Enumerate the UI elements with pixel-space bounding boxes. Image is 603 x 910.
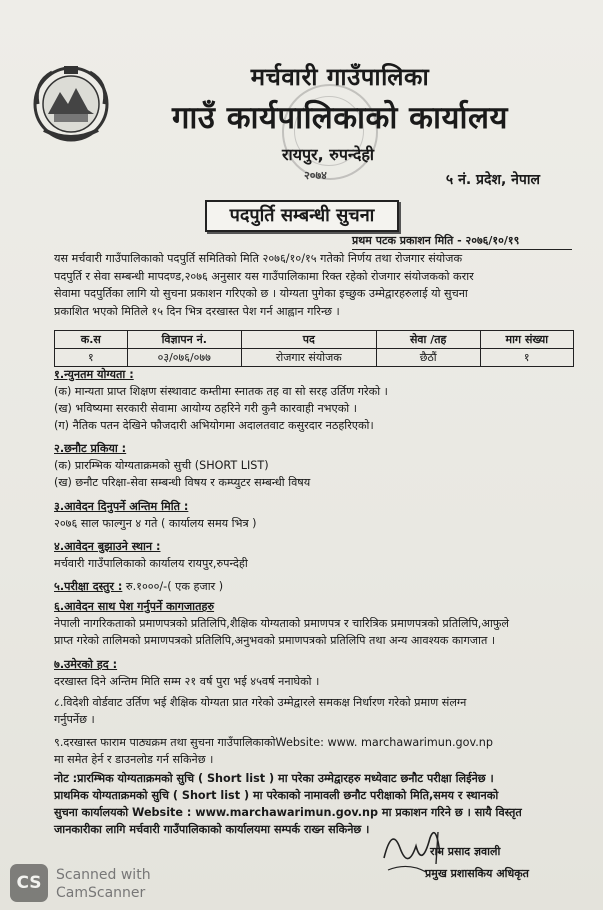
section-age xyxy=(54,656,319,690)
watermark-line: CamScanner xyxy=(56,885,146,901)
intro-line: पदपुर्ति र सेवा सम्बन्धी मापदण्ड,२०७६ अनुसार यस गाउँपालिकामा रिक्त रहेको रोजगार संयोजकको करार xyxy=(54,269,474,283)
intro-line: सेवामा पदपुर्तिका लागि यो सुचना प्रकाशन गरिएको छ । योग्यता पुगेका इच्छुक उम्मेद्वारहरुलाई यो सुचना xyxy=(54,287,468,300)
section-documents xyxy=(54,598,584,649)
list-item: जानकारीका लागि मर्चवारी गाउँपालिकाको कार्यालयमा सम्पर्क राख्न सकिनेछ । xyxy=(54,823,370,836)
list-item: सुचना कार्यालयको Website : www.marchawarimun.gov.np मा प्रकाशन गरिने छ । सायै विस्तृत xyxy=(54,806,522,819)
col-header-ad-no: विज्ञापन नं. xyxy=(127,331,241,349)
list-item: (क) मान्यता प्राप्त शिक्षण संस्थावाट कम्तीमा स्नातक तह वा सो सरह उर्तिण गरेको । xyxy=(54,385,388,398)
intro-paragraph xyxy=(54,250,584,320)
list-item: नेपाली नागरिकताको प्रमाणपत्रको प्रतिलिपि,शैक्षिक योग्यताको प्रमाणपत्र र चारित्रिक प्रमाणपत्रको प्रतिलिपि,आफुले xyxy=(54,617,510,630)
vacancy-table xyxy=(54,330,574,367)
section-heading: ५.परीक्षा दस्तुर : xyxy=(54,580,123,593)
watermark-line: Scanned with xyxy=(56,867,151,883)
intro-line: यस मर्चवारी गाउँपालिकाको पदपुर्ति समितिको मिति २०७६/१०/१५ गतेको निर्णय तथा रोजगार संयोजक xyxy=(54,252,463,265)
notice-title: पदपुर्ति सम्बन्धी सुचना xyxy=(205,200,399,232)
nepal-emblem-icon xyxy=(30,62,112,144)
list-item: प्राथमिक योग्यताक्रमको सुचि ( Short list ) मा परेकाको नामावली छनौट परीक्षाको मिति,समय र स्थानको xyxy=(54,789,499,802)
list-item: मा समेत हेर्न र डाउनलोड गर्न सकिनेछ । xyxy=(54,753,214,766)
section-selection xyxy=(54,440,310,491)
section-qualification xyxy=(54,366,388,434)
camscanner-watermark xyxy=(56,866,151,902)
list-item: नोट :प्रारम्भिक योग्यताक्रमको सुचि ( Short list ) मा परेका उम्मेद्वारहरु मध्येवाट छनौट परीक्षा लिईनेछ । xyxy=(54,772,494,785)
list-item: दरखास्त दिने अन्तिम मिति सम्म २१ वर्ष पुरा भई ४५वर्ष ननाघेको । xyxy=(54,675,320,688)
signer-name: राम प्रसाद ज्ञवाली xyxy=(430,845,501,858)
intro-line: प्रकाशित भएको मितिले १५ दिन भित्र दरखास्त पेश गर्न आह्वान गरिन्छ । xyxy=(54,304,340,318)
section-fee xyxy=(54,578,223,595)
section-foreign-degree xyxy=(54,694,584,728)
col-header-post: पद xyxy=(241,331,376,349)
col-header-level: सेवा /तह xyxy=(376,331,480,349)
col-header-sn: क.स xyxy=(55,331,128,349)
table-row xyxy=(55,349,574,367)
list-item: गर्नुपर्नेछ । xyxy=(54,713,95,726)
list-item: ८.विदेशी वोर्डवाट उर्तिण भई शैक्षिक योग्यता प्रात गरेको उम्मेद्वारले समकक्ष निर्धारण गरेको प्रमाण संलग्न xyxy=(54,696,467,709)
list-item: (ख) छनौट परिक्षा-सेवा सम्बन्धी विषय र कम्प्युटर सम्बन्धी विषय xyxy=(54,476,311,489)
cell-count: १ xyxy=(480,349,573,367)
seal-year: २०७४ xyxy=(304,169,327,182)
section-heading: १.न्युनतम योग्यता : xyxy=(54,368,134,381)
province-label: ५ नं. प्रदेश, नेपाल xyxy=(445,172,540,188)
section-heading: ३.आवेदन दिनुपर्ने अन्तिम मिति : xyxy=(54,500,189,513)
col-header-count: माग संख्या xyxy=(480,331,573,349)
list-item: प्राप्त गरेको तालिमको प्रमाणपत्रको प्रतिलिपि,अनुभवको प्रमाणपत्रको प्रतिलिपि तथा अन्य आवश्यक कागजात । xyxy=(54,634,496,647)
list-item: (ग) नैतिक पतन देखिने फौजदारी अभियोगमा अदालतवाट कसुरदार नठहरिएको। xyxy=(54,419,374,432)
cell-post: रोजगार संयोजक xyxy=(241,349,376,367)
section-deadline xyxy=(54,498,257,532)
section-note xyxy=(54,770,584,838)
fee-value: रु.१०००/-( एक हजार ) xyxy=(125,580,224,593)
municipality-name: मर्चवारी गाउँपालिका xyxy=(250,63,430,91)
cell-sn: १ xyxy=(55,349,128,367)
section-heading: ४.आवेदन बुझाउने स्थान : xyxy=(54,540,161,553)
section-website xyxy=(54,734,584,768)
cell-level: छैठौं xyxy=(376,349,480,367)
camscanner-logo-icon: CS xyxy=(10,864,48,902)
section-submission xyxy=(54,538,248,572)
office-location: रायपुर, रुपन्देही xyxy=(282,145,374,164)
table-header-row xyxy=(55,331,574,349)
publish-date: प्रथम पटक प्रकाशन मिति - २०७६/१०/१९ xyxy=(352,233,572,250)
section-heading: २.छनौट प्रकिया : xyxy=(54,442,127,455)
list-item: ९.दरखास्त फाराम पाठ्यक्रम तथा सुचना गाउँपालिकाकोWebsite: www. marchawarimun.gov.np xyxy=(54,736,493,749)
list-item: २०७६ साल फाल्गुन ४ गते ( कार्यालय समय भित्र ) xyxy=(54,517,257,530)
section-heading: ७.उमेरको हद : xyxy=(54,658,118,671)
section-heading: ६.आवेदन साथ पेश गर्नुपर्ने कागजातहरु xyxy=(54,600,215,613)
list-item: मर्चवारी गाउँपालिकाको कार्यालय रायपुर,रुपन्देही xyxy=(54,557,248,570)
list-item: (ख) भविष्यमा सरकारी सेवामा आयोग्य ठहरिने गरी कुनै कारवाही नभएको । xyxy=(54,402,358,415)
cell-ad-no: ०३/०७६/०७७ xyxy=(127,349,241,367)
office-name: गाउँ कार्यपालिकाको कार्यालय xyxy=(171,100,509,136)
signer-designation: प्रमुख प्रशासकिय अधिकृत xyxy=(425,867,529,880)
list-item: (क) प्रारम्भिक योग्यताक्रमको सुची (SHORT LIST) xyxy=(54,459,269,472)
